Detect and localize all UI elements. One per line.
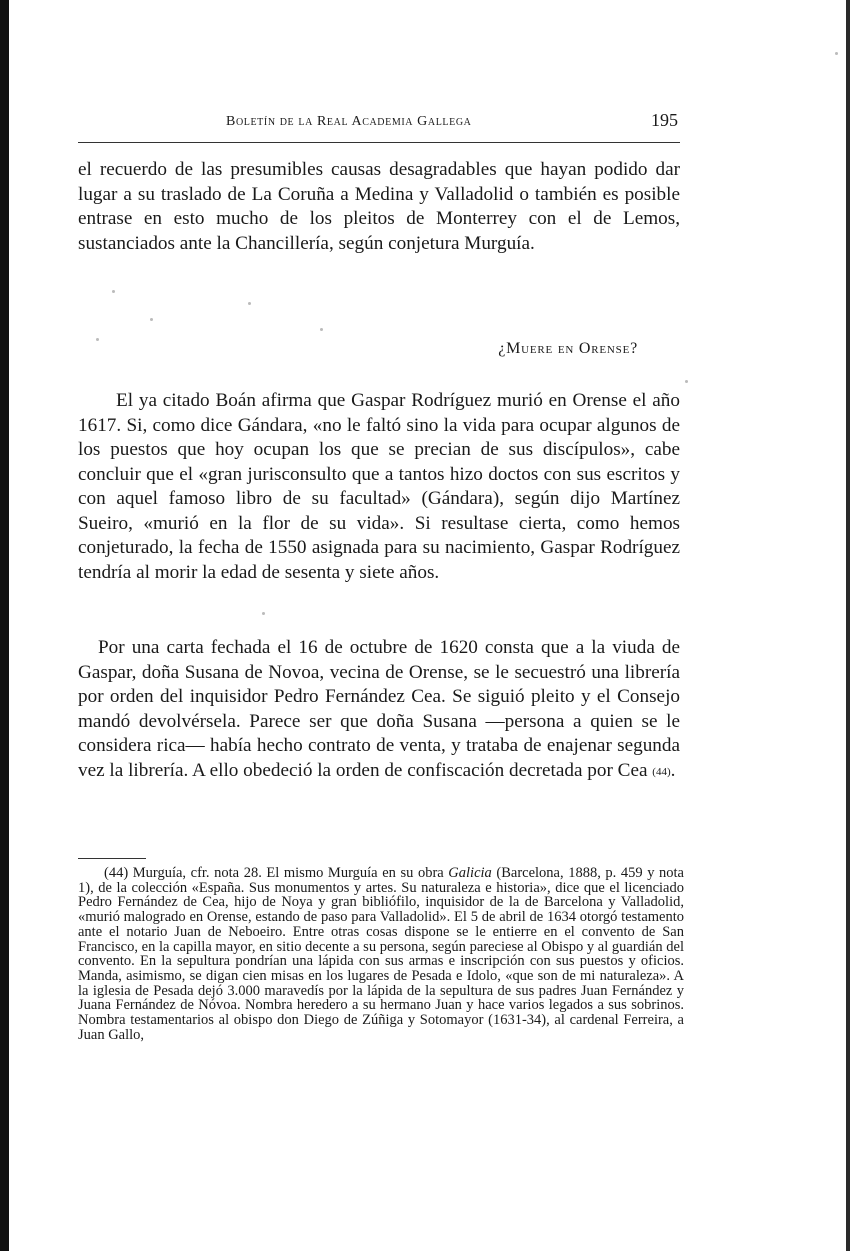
scan-speck [320, 328, 323, 331]
scan-speck [96, 338, 99, 341]
scan-speck [835, 52, 838, 55]
paragraph-3-end: . [670, 759, 676, 781]
section-heading: ¿Muere en Orense? [498, 340, 638, 357]
scan-speck [262, 612, 265, 615]
paragraph-2: El ya citado Boán afirma que Gaspar Rodríguez murió en Orense el año 1617. Si, como dice Gándara, «no le faltó sino la vida para ocupar algunos de los puestos que hoy ocupan los que se precian de sus discípulos», cabe concluir que el «gran jurisconsulto que a tantos hizo doctos con sus escritos y con aquel famoso libro de su facultad» (Gándara), según dijo Martínez Sueiro, «murió en la flor de su vida». Si resultase cierta, como hemos conjeturado, la fecha de 1550 asignada para su nacimiento, Gaspar Rodríguez tendría al morir la edad de sesenta y siete años. [78, 390, 680, 583]
paragraph-1: el recuerdo de las presumibles causas desagradables que hayan podido dar lugar a su traslado de La Coruña a Medina y Valladolid o también es posible entrase en esto mucho de los pleitos de Monterrey con el de Lemos, sustanciados ante la Chancillería, según conjetura Murguía. [78, 159, 680, 254]
footnote [78, 866, 684, 1042]
scan-speck [150, 318, 153, 321]
scan-edge-left [0, 0, 9, 1251]
paragraph-3 [78, 636, 680, 784]
page-number: 195 [651, 110, 678, 130]
running-title: Boletín de la Real Academia Gallega [226, 114, 472, 129]
footnote-text-b: (Barcelona, 1888, p. 459 y nota 1), de la colección «España. Sus monumentos y artes. Su naturaleza e historia», dice que el licenciado Pedro Fernández de Cea, hijo de Noya y gran bibliófilo, inquisidor de la de Barcelona y Valladolid, «murió malogrado en Orense, estando de paso para Valladolid». El 5 de abril de 1634 otorgó testamento ante el notario Juan de Neboeiro. Entre otras cosas dispone se le entierre en el convento de San Francisco, en la capilla mayor, en sitio decente a su persona, según pareciese al Obispo y al guardián del convento. En la sepultura pondrían una lápida con sus armas e inscripción con sus puestos y oficios. Manda, asimismo, se digan cien misas en los lugares de Pesada e Idolo, «que son de mi naturaleza». A la iglesia de Pesada dejó 3.000 maravedís por la lápida de la sepultura de sus padres Juan Fernández y Juana Fernández de Nóvoa. Nombra heredero a su hermano Juan y hace varios legados a sus sobrinos. Nombra testamentarios al obispo don Diego de Zúñiga y Sotomayor (1631-34), al cardenal Ferreira, a Juan Gallo, [78, 865, 684, 1043]
footnote-reference: (44) [652, 765, 671, 778]
scan-speck [248, 302, 251, 305]
paragraph-3-text: Por una carta fechada el 16 de octubre de 1620 consta que a la viuda de Gaspar, doña Susana de Novoa, vecina de Orense, se le secuestró una librería por orden del inquisidor Pedro Fernández Cea. Se siguió pleito y el Consejo mandó devolvérsela. Parece ser que doña Susana —persona a quien se le considera rica— había hecho contrato de venta, y trataba de enajenar segunda vez la librería. A ello obedeció la orden de confiscación decretada por Cea [78, 637, 680, 781]
footnote-divider [78, 858, 146, 859]
footnote-number: (44) [104, 865, 129, 881]
footnote-text-a: Murguía, cfr. nota 28. El mismo Murguía en su obra [128, 865, 449, 881]
scan-speck [685, 380, 688, 383]
scan-edge-right [846, 0, 850, 1251]
footnote-work-title: Galicia [448, 865, 492, 881]
scan-speck [112, 290, 115, 293]
page-header [78, 108, 680, 143]
